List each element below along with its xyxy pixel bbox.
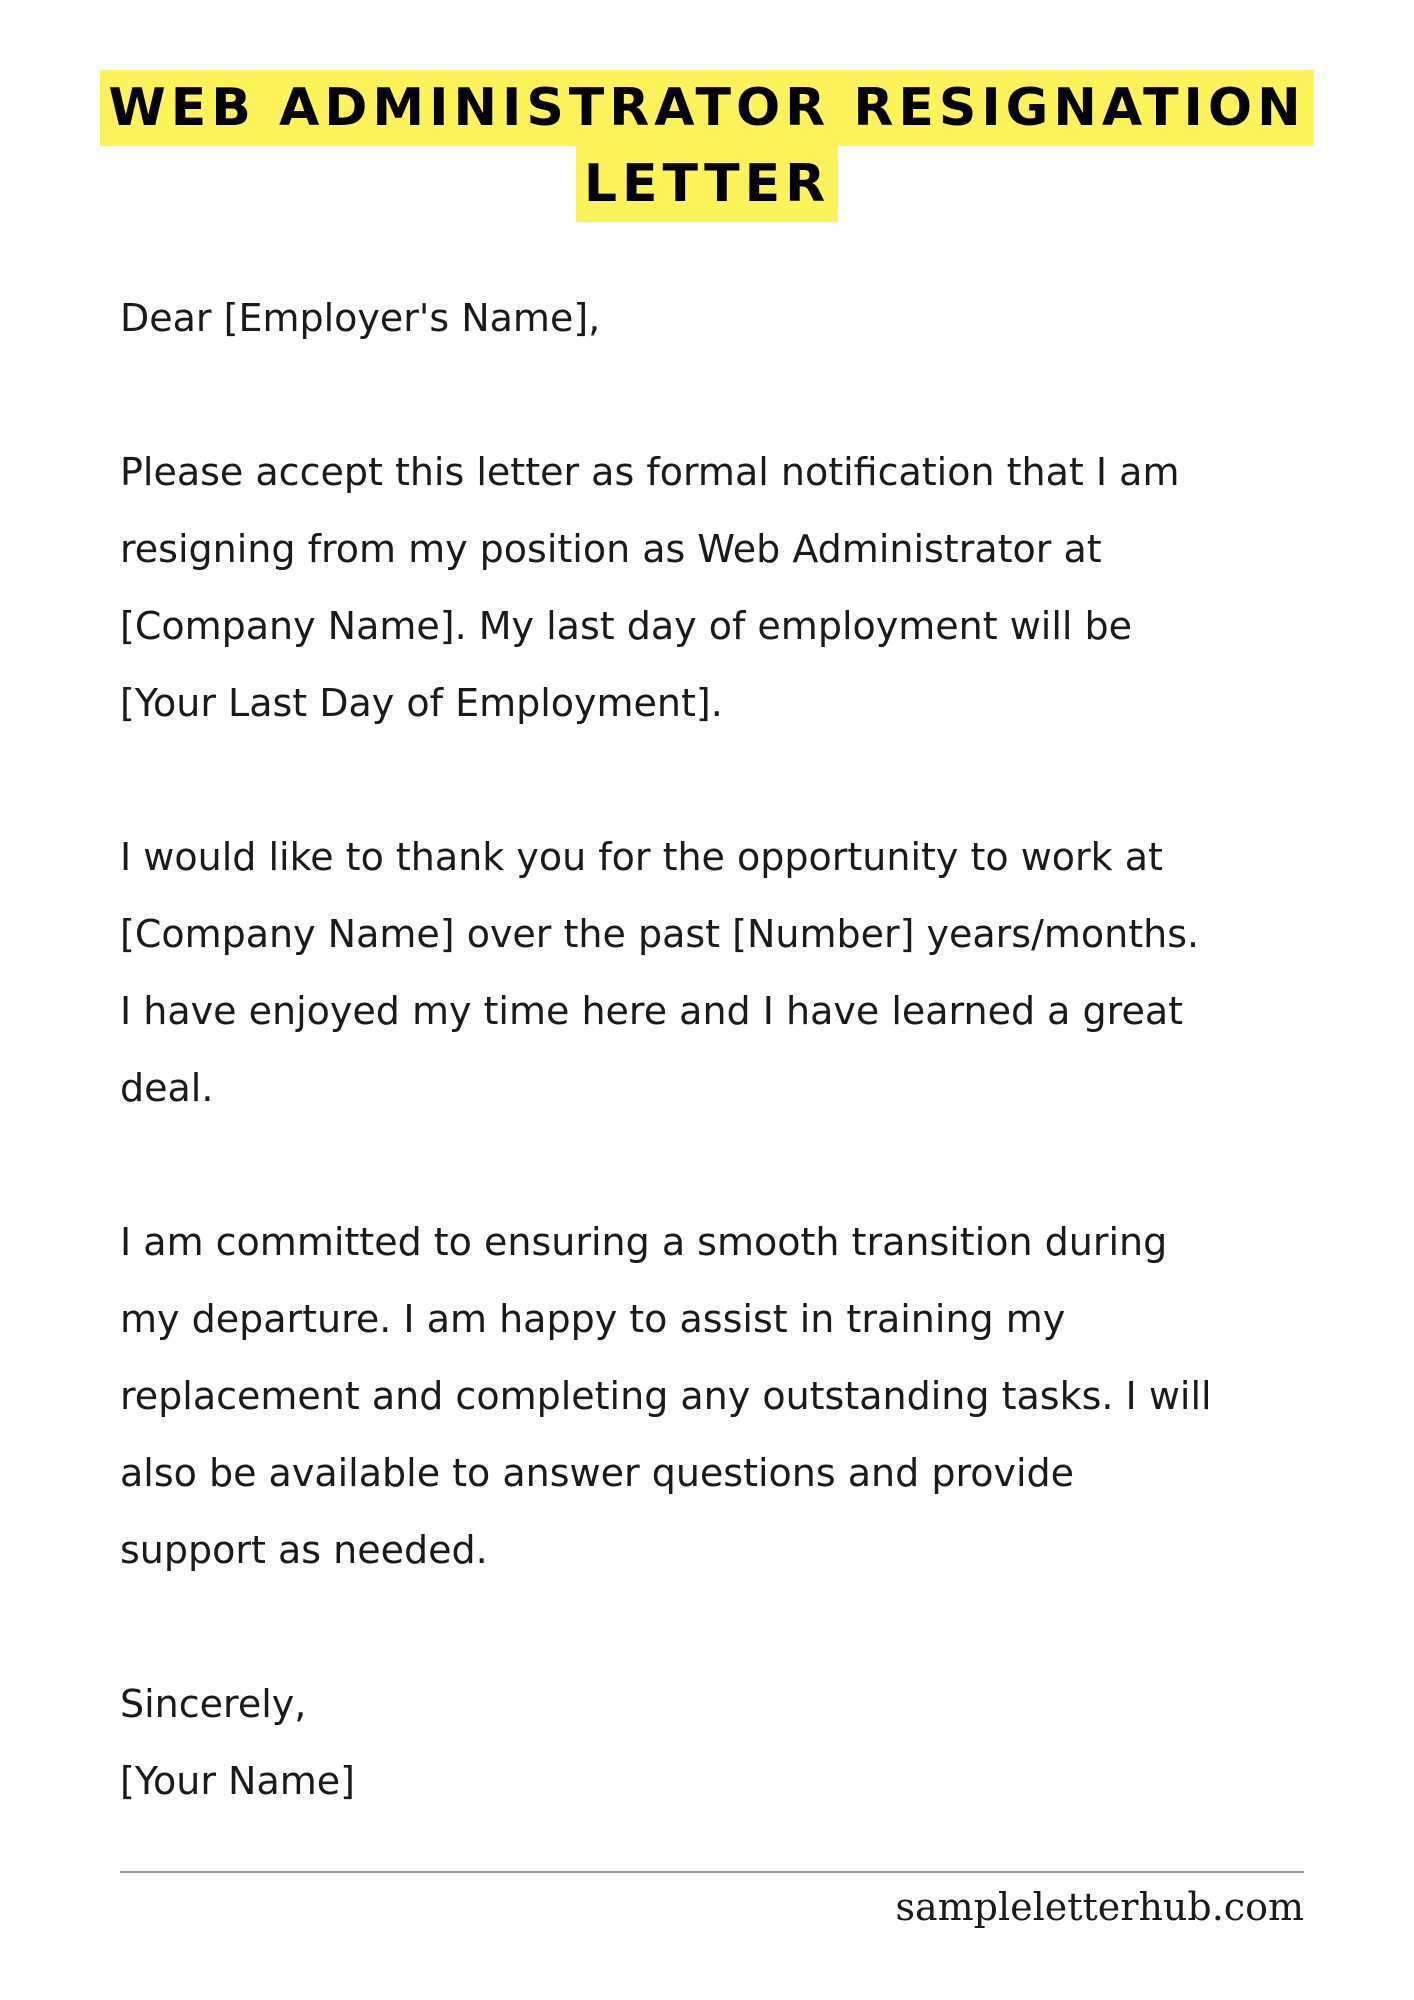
paragraph-line: my departure. I am happy to assist in training my [120, 1297, 1066, 1341]
paragraph-line: [Your Last Day of Employment]. [120, 681, 723, 725]
paragraph-line: replacement and completing any outstanding tasks. I will [120, 1374, 1212, 1418]
paragraph-line: support as needed. [120, 1528, 488, 1572]
paragraph-line: I have enjoyed my time here and I have learned a great [120, 989, 1184, 1033]
salutation: Dear [Employer's Name], [120, 296, 601, 340]
paragraph-thanks [120, 819, 1360, 1127]
footer-divider [120, 1871, 1304, 1873]
paragraph-line: I am committed to ensuring a smooth transition during [120, 1220, 1168, 1264]
paragraph-line: deal. [120, 1066, 214, 1110]
paragraph-line: [Company Name] over the past [Number] years/months. [120, 912, 1200, 956]
paragraph-spacer [120, 357, 1360, 434]
footer-website: sampleletterhub.com [895, 1885, 1304, 1929]
paragraph-spacer [120, 1589, 1360, 1666]
signature-name: [Your Name] [120, 1759, 355, 1803]
paragraph-resignation-notice [120, 434, 1360, 742]
paragraph-line: resigning from my position as Web Administrator at [120, 527, 1102, 571]
title-line-2: LETTER [576, 146, 838, 222]
paragraph-line: also be available to answer questions and provide [120, 1451, 1075, 1495]
closing: Sincerely, [120, 1682, 307, 1726]
paragraph-spacer [120, 742, 1360, 819]
letter-title [0, 70, 1414, 222]
paragraph-line: I would like to thank you for the opportunity to work at [120, 835, 1163, 879]
paragraph-line: Please accept this letter as formal notification that I am [120, 450, 1180, 494]
paragraph-line: [Company Name]. My last day of employment will be [120, 604, 1133, 648]
paragraph-spacer [120, 1127, 1360, 1204]
paragraph-transition [120, 1204, 1360, 1589]
title-line-1: WEB ADMINISTRATOR RESIGNATION [100, 70, 1313, 146]
letter-body [120, 280, 1360, 1820]
